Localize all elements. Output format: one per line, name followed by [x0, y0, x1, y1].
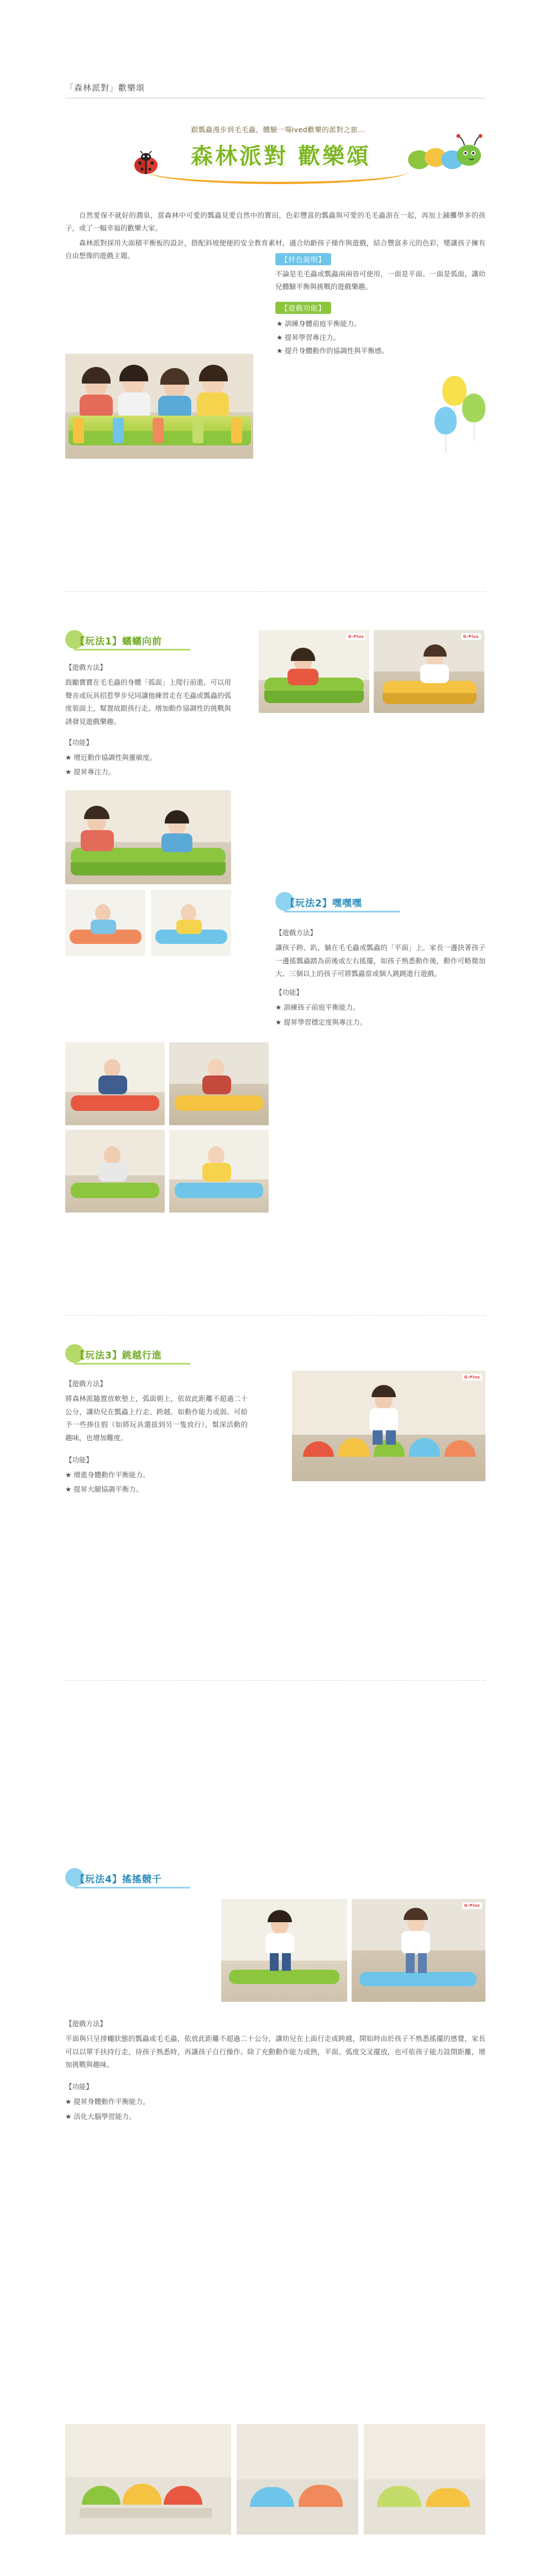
benefit-heading: 【遊戲功能】	[275, 302, 331, 314]
banner-swoosh-decoration	[148, 172, 408, 184]
color-spec-body: 不論是毛毛蟲或瓢蟲兩兩皆可使用，一面是平面、一面是弧面，讓幼兒體驗平衡與挑戰的遊戲樂趣。	[275, 270, 485, 291]
photo-product-a	[65, 2424, 231, 2535]
brand-tag: G-Plus	[462, 1902, 482, 1909]
photo-play2-b	[169, 1042, 269, 1125]
benefit-heading: 【功能】	[65, 738, 93, 747]
how-body: 讓孩子跨、趴、躺在毛毛蟲或瓢蟲的「平面」上。家長一邊抉著孩子一邊搖瓢蟲踏為前後或左右搖擺，如孩子熟悉動作後，動作可略微加大、三個以上的孩子可將瓢蟲當或個人跳跳進行遊戲。	[275, 943, 485, 978]
intro-paragraph-2: 森林派對採用大面積平衡板的設計，搭配斜坡便便的安全教育素材，適合幼齡孩子操作與遊戲，結合豐富多元的色彩，變讓孩子擁有自由想像的遊戲主題。	[65, 239, 485, 260]
play3-text	[65, 1377, 248, 1498]
section-underline	[284, 911, 400, 912]
how-heading: 【遊戲方法】	[65, 663, 107, 671]
caterpillar-icon	[404, 131, 487, 175]
play4-text	[65, 2017, 485, 2124]
section-underline	[74, 1887, 190, 1888]
section-underline	[74, 1363, 190, 1365]
how-body: 鼓勵寶寶在毛毛蟲的身體「弧面」上爬行前進，可以用聲音或玩具招惹學步兒同讓他練習走在毛蟲或瓢蟲的弧度裝面上，幫置故跟孩行走。增加動作協調性的挑戰與誘發見遊戲樂趣。	[65, 678, 232, 726]
benefit-item: ★ 提升身體動作的協調性與平衡感。	[276, 347, 389, 355]
how-heading: 【遊戲方法】	[65, 1379, 107, 1388]
how-heading: 【遊戲方法】	[65, 2019, 107, 2028]
photo-product-b	[237, 2424, 358, 2535]
benefit-item: ★ 活化大腦學習能力。	[65, 2112, 136, 2121]
benefit-item: ★ 提昇專注力。	[65, 768, 116, 777]
benefit-item: ★ 提昇學習專注力。	[276, 333, 341, 342]
brand-tag: G-Plus	[346, 633, 366, 640]
play1-text	[65, 661, 231, 780]
benefit-heading: 【功能】	[65, 2082, 93, 2091]
benefit-heading: 【功能】	[65, 1455, 93, 1464]
photo-play4-a	[221, 1899, 347, 2002]
section-label: 【玩法1】蠕蠕向前	[75, 636, 162, 647]
play2-text	[275, 926, 485, 1030]
benefit-item: ★ 增進身體動作平衡能力。	[65, 1470, 150, 1479]
brand-tag: G-Plus	[461, 633, 481, 640]
section-label: 【玩法4】搖搖競千	[75, 1874, 162, 1885]
section-heading-play1	[65, 629, 231, 653]
brand-tag: G-Plus	[462, 1374, 482, 1381]
section-label: 【玩法3】跳越行進	[75, 1350, 162, 1361]
section-divider	[65, 1315, 485, 1316]
section-heading-play4	[65, 1867, 231, 1891]
benefit-item: ★ 提昇學習穩定度與專注力。	[275, 1017, 367, 1026]
how-heading: 【遊戲方法】	[275, 928, 317, 937]
balloon-blue	[435, 407, 457, 434]
page-title: 「森林派對」歡樂頌	[65, 83, 145, 93]
photo-play4-b	[352, 1899, 485, 2002]
section-label: 【玩法2】嘿嘿嘿	[285, 898, 362, 909]
benefit-item: ★ 訓練身體前庭平衡能力。	[276, 319, 361, 328]
section-underline	[74, 649, 190, 650]
page-header	[65, 82, 485, 98]
banner-title: 森林派對 歡樂頌	[191, 144, 371, 169]
photo-play1-c	[65, 790, 231, 884]
section-divider	[65, 591, 485, 592]
benefit-heading: 【功能】	[275, 988, 304, 996]
photo-play1-a	[259, 630, 369, 713]
section-heading-play3	[65, 1343, 231, 1367]
section-heading-play2	[275, 891, 441, 915]
section-divider	[65, 1680, 485, 1681]
photo-play1-b	[374, 630, 484, 713]
benefit-list	[275, 317, 485, 358]
ladybug-icon	[132, 151, 160, 175]
photo-product-c	[364, 2424, 485, 2535]
benefit-item: ★ 增近動作協調性與靈敏度。	[65, 753, 157, 762]
photo-play3-a	[292, 1371, 485, 1481]
photo-play2-d	[169, 1130, 269, 1213]
photo-play1-d	[65, 890, 145, 956]
how-body: 將森林派隨置放軟墊上，弧面朝上，依故此距離不超過二十公分，讓幼兒在瓢蟲上行走、跨越。如動作能力或弱、可給予一些捧住假（如將玩具選拔到另一隻放行），幫深活動的趣味，也增加難度。	[65, 1394, 248, 1442]
balloon-green	[462, 394, 485, 422]
benefit-item: ★ 提昇身體動作平衡能力。	[65, 2097, 150, 2106]
photo-play2-a	[65, 1042, 165, 1125]
color-spec-heading: 【材色說明】	[275, 253, 331, 265]
benefit-item: ★ 訓練孩子前庭平衡能力。	[275, 1003, 360, 1011]
banner	[65, 119, 485, 202]
photo-play2-c	[65, 1130, 165, 1213]
benefit-item: ★ 提昇大腿協調平衡力。	[65, 1485, 143, 1494]
photo-play1-e	[151, 890, 231, 956]
intro-paragraph-1: 自然愛保不就好的潤泉，當森林中可愛的瓢蟲見愛自然中的寶田，色彩豐富的瓢蟲與可愛的毛毛蟲游在一起，再加上鋪攤學多的孩子，或了一幅幸福的歡樂大家。	[65, 211, 485, 233]
how-body: 平面與只呈排蠅狀態的瓢蟲或毛毛蟲，依放此距離不超過二十公分，讓幼兒在上面行走或跨越，開始時由於孩子不熟悉搖擺的感覺，家長可以以單手扶持行走，待孩子熟悉時，再讓孩子自行操作。除了充動動作能力或熱，平面、弧度交叉擺放，也可依孩子能力設閉距離，增加挑戰與趣味。	[65, 2034, 485, 2069]
banner-subtitle: 跟瓢蟲漫步到毛毛蟲，體驗一場ived歡樂的派對之旅…	[191, 125, 365, 134]
photo-kids-on-mat	[65, 354, 253, 459]
spec-box	[275, 253, 485, 358]
